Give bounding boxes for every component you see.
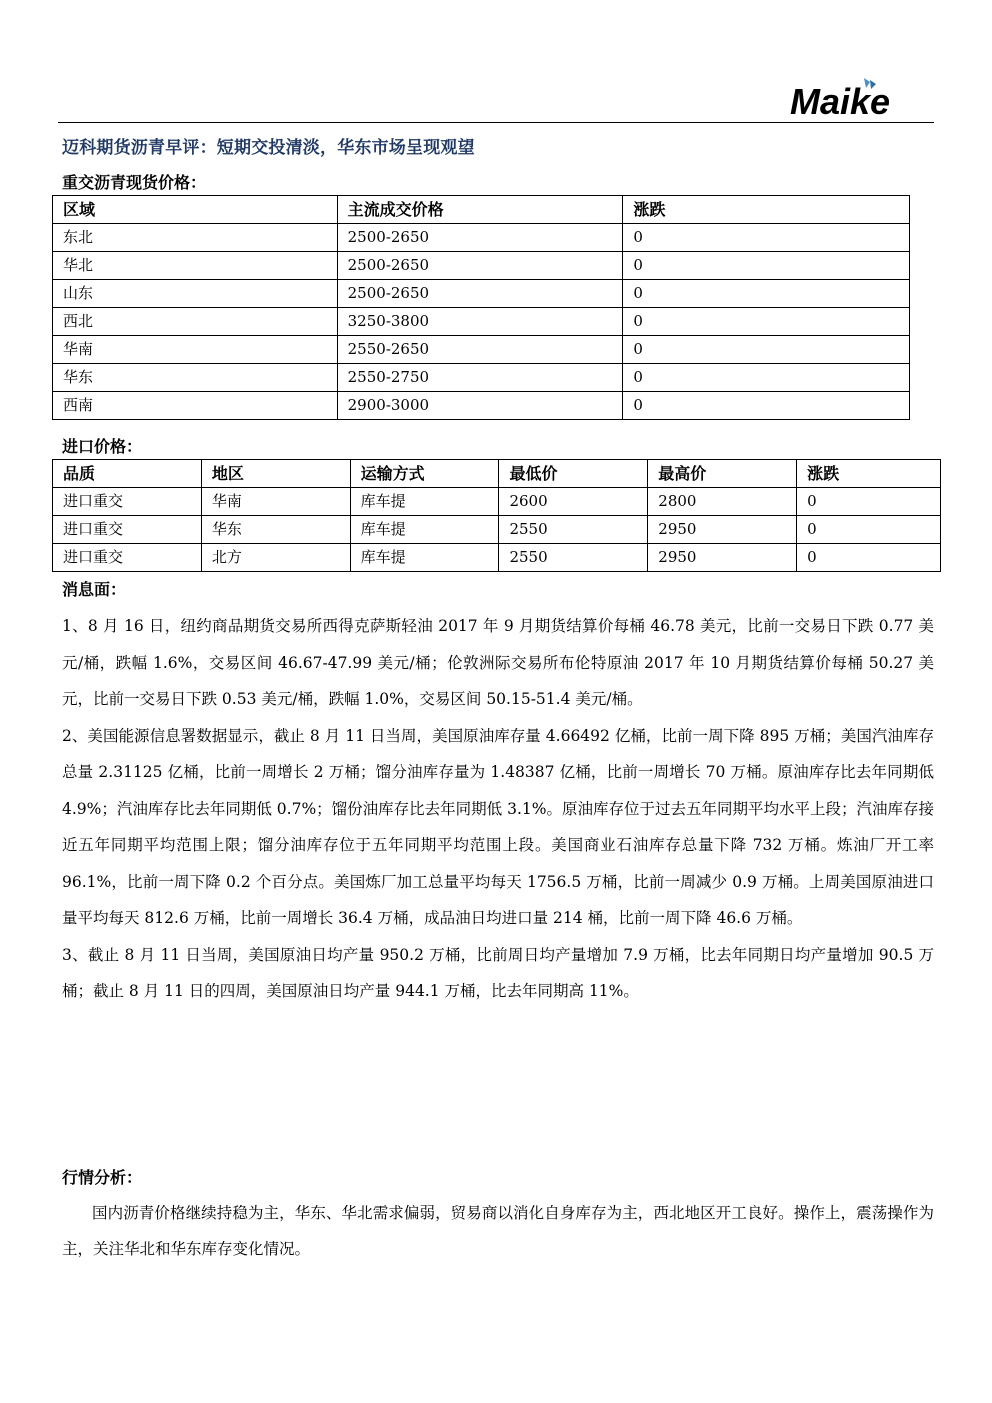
maike-logo (786, 76, 926, 120)
table-row (53, 280, 910, 308)
table-cell: 2550-2750 (337, 364, 623, 392)
table-cell: 2550 (499, 516, 648, 544)
column-header: 最高价 (648, 460, 797, 488)
table-cell: 东北 (53, 224, 338, 252)
column-header: 最低价 (499, 460, 648, 488)
analysis-body: 国内沥青价格继续持稳为主，华东、华北需求偏弱，贸易商以消化自身库存为主，西北地区开工良好。操作上，震荡操作为主，关注华北和华东库存变化情况。 (62, 1204, 934, 1258)
table-cell: 2500-2650 (337, 280, 623, 308)
table-cell: 进口重交 (53, 516, 202, 544)
table-cell: 0 (623, 280, 910, 308)
news-item-1: 1、8 月 16 日，纽约商品期货交易所西得克萨斯轻油 2017 年 9 月期货结算价每桶 46.78 美元，比前一交易日下跌 0.77 美元/桶，跌幅 1.6%，交易区间 46.67-47.99 美元/桶；伦敦洲际交易所布伦特原油 2017 年 10 月期货结算价每桶 50.27 美元，比前一交易日下跌 0.53 美元/桶，跌幅 1.0%，交易区间 50.15-51.4 美元/桶。 (62, 617, 934, 708)
news-section (62, 608, 934, 1010)
table-row (53, 544, 941, 572)
analysis-label: 行情分析： (62, 1168, 143, 1187)
table-cell: 进口重交 (53, 544, 202, 572)
table-cell: 2550-2650 (337, 336, 623, 364)
table-cell: 北方 (201, 544, 350, 572)
table-cell: 西北 (53, 308, 338, 336)
table-cell: 0 (623, 308, 910, 336)
column-header: 地区 (201, 460, 350, 488)
table-cell: 库车提 (350, 516, 499, 544)
table-cell: 华南 (201, 488, 350, 516)
table-header-row (53, 196, 910, 224)
import-price-label: 进口价格： (62, 437, 143, 456)
table-cell: 2950 (648, 516, 797, 544)
table-cell: 进口重交 (53, 488, 202, 516)
table-cell: 0 (623, 392, 910, 420)
table-cell: 山东 (53, 280, 338, 308)
logo-text: Maike (790, 81, 891, 120)
column-header: 主流成交价格 (337, 196, 623, 224)
table-row (53, 252, 910, 280)
table-cell: 2500-2650 (337, 224, 623, 252)
column-header: 涨跌 (623, 196, 910, 224)
news-label: 消息面： (62, 580, 127, 599)
table-cell: 2500-2650 (337, 252, 623, 280)
table-cell: 华北 (53, 252, 338, 280)
table-cell: 0 (623, 364, 910, 392)
table-cell: 华东 (201, 516, 350, 544)
news-item-3: 3、截止 8 月 11 日当周，美国原油日均产量 950.2 万桶，比前周日均产量增加 7.9 万桶，比去年同期日均产量增加 90.5 万桶；截止 8 月 11 日的四周，美国原油日均产量 944.1 万桶，比去年同期高 11%。 (62, 945, 934, 1000)
table-cell: 0 (797, 488, 941, 516)
page-header (58, 70, 934, 123)
table-header-row (53, 460, 941, 488)
table-row (53, 336, 910, 364)
column-header: 品质 (53, 460, 202, 488)
spot-price-table (52, 195, 910, 420)
table-cell: 西南 (53, 392, 338, 420)
table-cell: 2600 (499, 488, 648, 516)
news-item-2: 2、美国能源信息署数据显示，截止 8 月 11 日当周，美国原油库存量 4.66492 亿桶，比前一周下降 895 万桶；美国汽油库存总量 2.31125 亿桶，比前一周增长 2 万桶；馏分油库存量为 1.48387 亿桶，比前一周增长 70 万桶。原油库存比去年同期低 4.9%；汽油库存比去年同期低 0.7%；馏份油库存比去年同期低 3.1%。原油库存位于过去五年同期平均水平上段；汽油库存接近五年同期平均范围上限；馏分油库存位于五年同期平均范围上段。美国商业石油库存总量下降 732 万桶。炼油厂开工率 96.1%，比前一周下降 0.2 个百分点。美国炼厂加工总量平均每天 1756.5 万桶，比前一周减少 0.9 万桶。上周美国原油进口量平均每天 812.6 万桶，比前一周增长 36.4 万桶，成品油日均进口量 214 桶，比前一周下降 46.6 万桶。 (62, 726, 934, 927)
import-price-table (52, 459, 941, 572)
table-cell: 2950 (648, 544, 797, 572)
table-cell: 库车提 (350, 488, 499, 516)
table-cell: 0 (797, 544, 941, 572)
table-row (53, 364, 910, 392)
table-cell: 3250-3800 (337, 308, 623, 336)
table-row (53, 308, 910, 336)
table-row (53, 224, 910, 252)
table-cell: 2800 (648, 488, 797, 516)
column-header: 涨跌 (797, 460, 941, 488)
spot-price-label: 重交沥青现货价格： (62, 173, 207, 192)
table-cell: 2550 (499, 544, 648, 572)
table-cell: 华东 (53, 364, 338, 392)
table-row (53, 516, 941, 544)
table-cell: 0 (623, 252, 910, 280)
page-title: 迈科期货沥青早评：短期交投清淡，华东市场呈现观望 (62, 138, 475, 158)
table-row (53, 392, 910, 420)
table-cell: 库车提 (350, 544, 499, 572)
table-cell: 0 (623, 336, 910, 364)
column-header: 运输方式 (350, 460, 499, 488)
table-cell: 0 (797, 516, 941, 544)
column-header: 区域 (53, 196, 338, 224)
table-cell: 2900-3000 (337, 392, 623, 420)
table-cell: 华南 (53, 336, 338, 364)
table-row (53, 488, 941, 516)
table-cell: 0 (623, 224, 910, 252)
